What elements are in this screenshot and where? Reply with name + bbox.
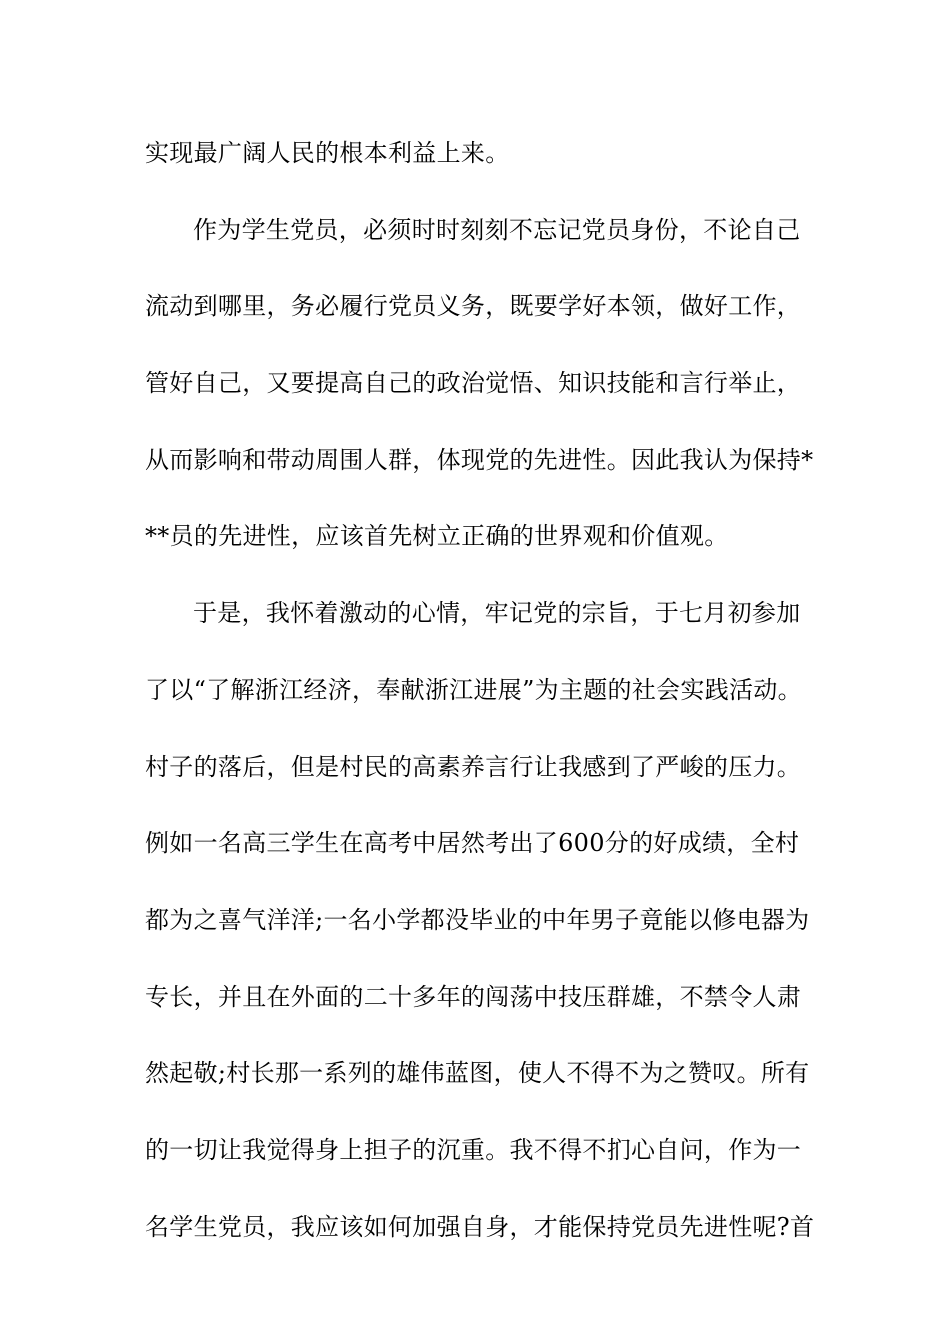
text-line: 名学生党员，我应该如何加强自身，才能保持党员先进性呢?首 — [145, 1212, 815, 1241]
text-line: 的一切让我觉得身上担子的沉重。我不得不扪心自问，作为一 — [145, 1135, 802, 1164]
text-line: 专长，并且在外面的二十多年的闯荡中技压群雄，不禁令人肃 — [145, 982, 802, 1011]
text-line: 村子的落后，但是村民的高素养言行让我感到了严峻的压力。 — [145, 752, 802, 781]
text-line: 作为学生党员，必须时时刻刻不忘记党员身份，不论自己 — [193, 215, 801, 244]
text-line: 实现最广阔人民的根本利益上来。 — [145, 139, 510, 167]
text-line: 例如一名高三学生在高考中居然考出了600分的好成绩，全村 — [145, 829, 800, 858]
text-line: 于是，我怀着激动的心情，牢记党的宗旨，于七月初参加 — [193, 599, 801, 628]
text-line: 然起敬;村长那一系列的雄伟蓝图，使人不得不为之赞叹。所有 — [145, 1059, 810, 1088]
text-line: **员的先进性，应该首先树立正确的世界观和价值观。 — [145, 522, 729, 551]
text-line: 管好自己，又要提高自己的政治觉悟、知识技能和言行举止， — [145, 369, 802, 398]
body-text — [145, 124, 815, 1274]
text-line: 从而影响和带动周围人群，体现党的先进性。因此我认为保持* — [145, 445, 814, 474]
text-line: 流动到哪里，务必履行党员义务，既要学好本领，做好工作， — [145, 292, 802, 321]
text-line: 都为之喜气洋洋;一名小学都没毕业的中年男子竟能以修电器为 — [145, 905, 810, 934]
text-line: 了以“了解浙江经济，奉献浙江进展”为主题的社会实践活动。 — [145, 675, 802, 704]
